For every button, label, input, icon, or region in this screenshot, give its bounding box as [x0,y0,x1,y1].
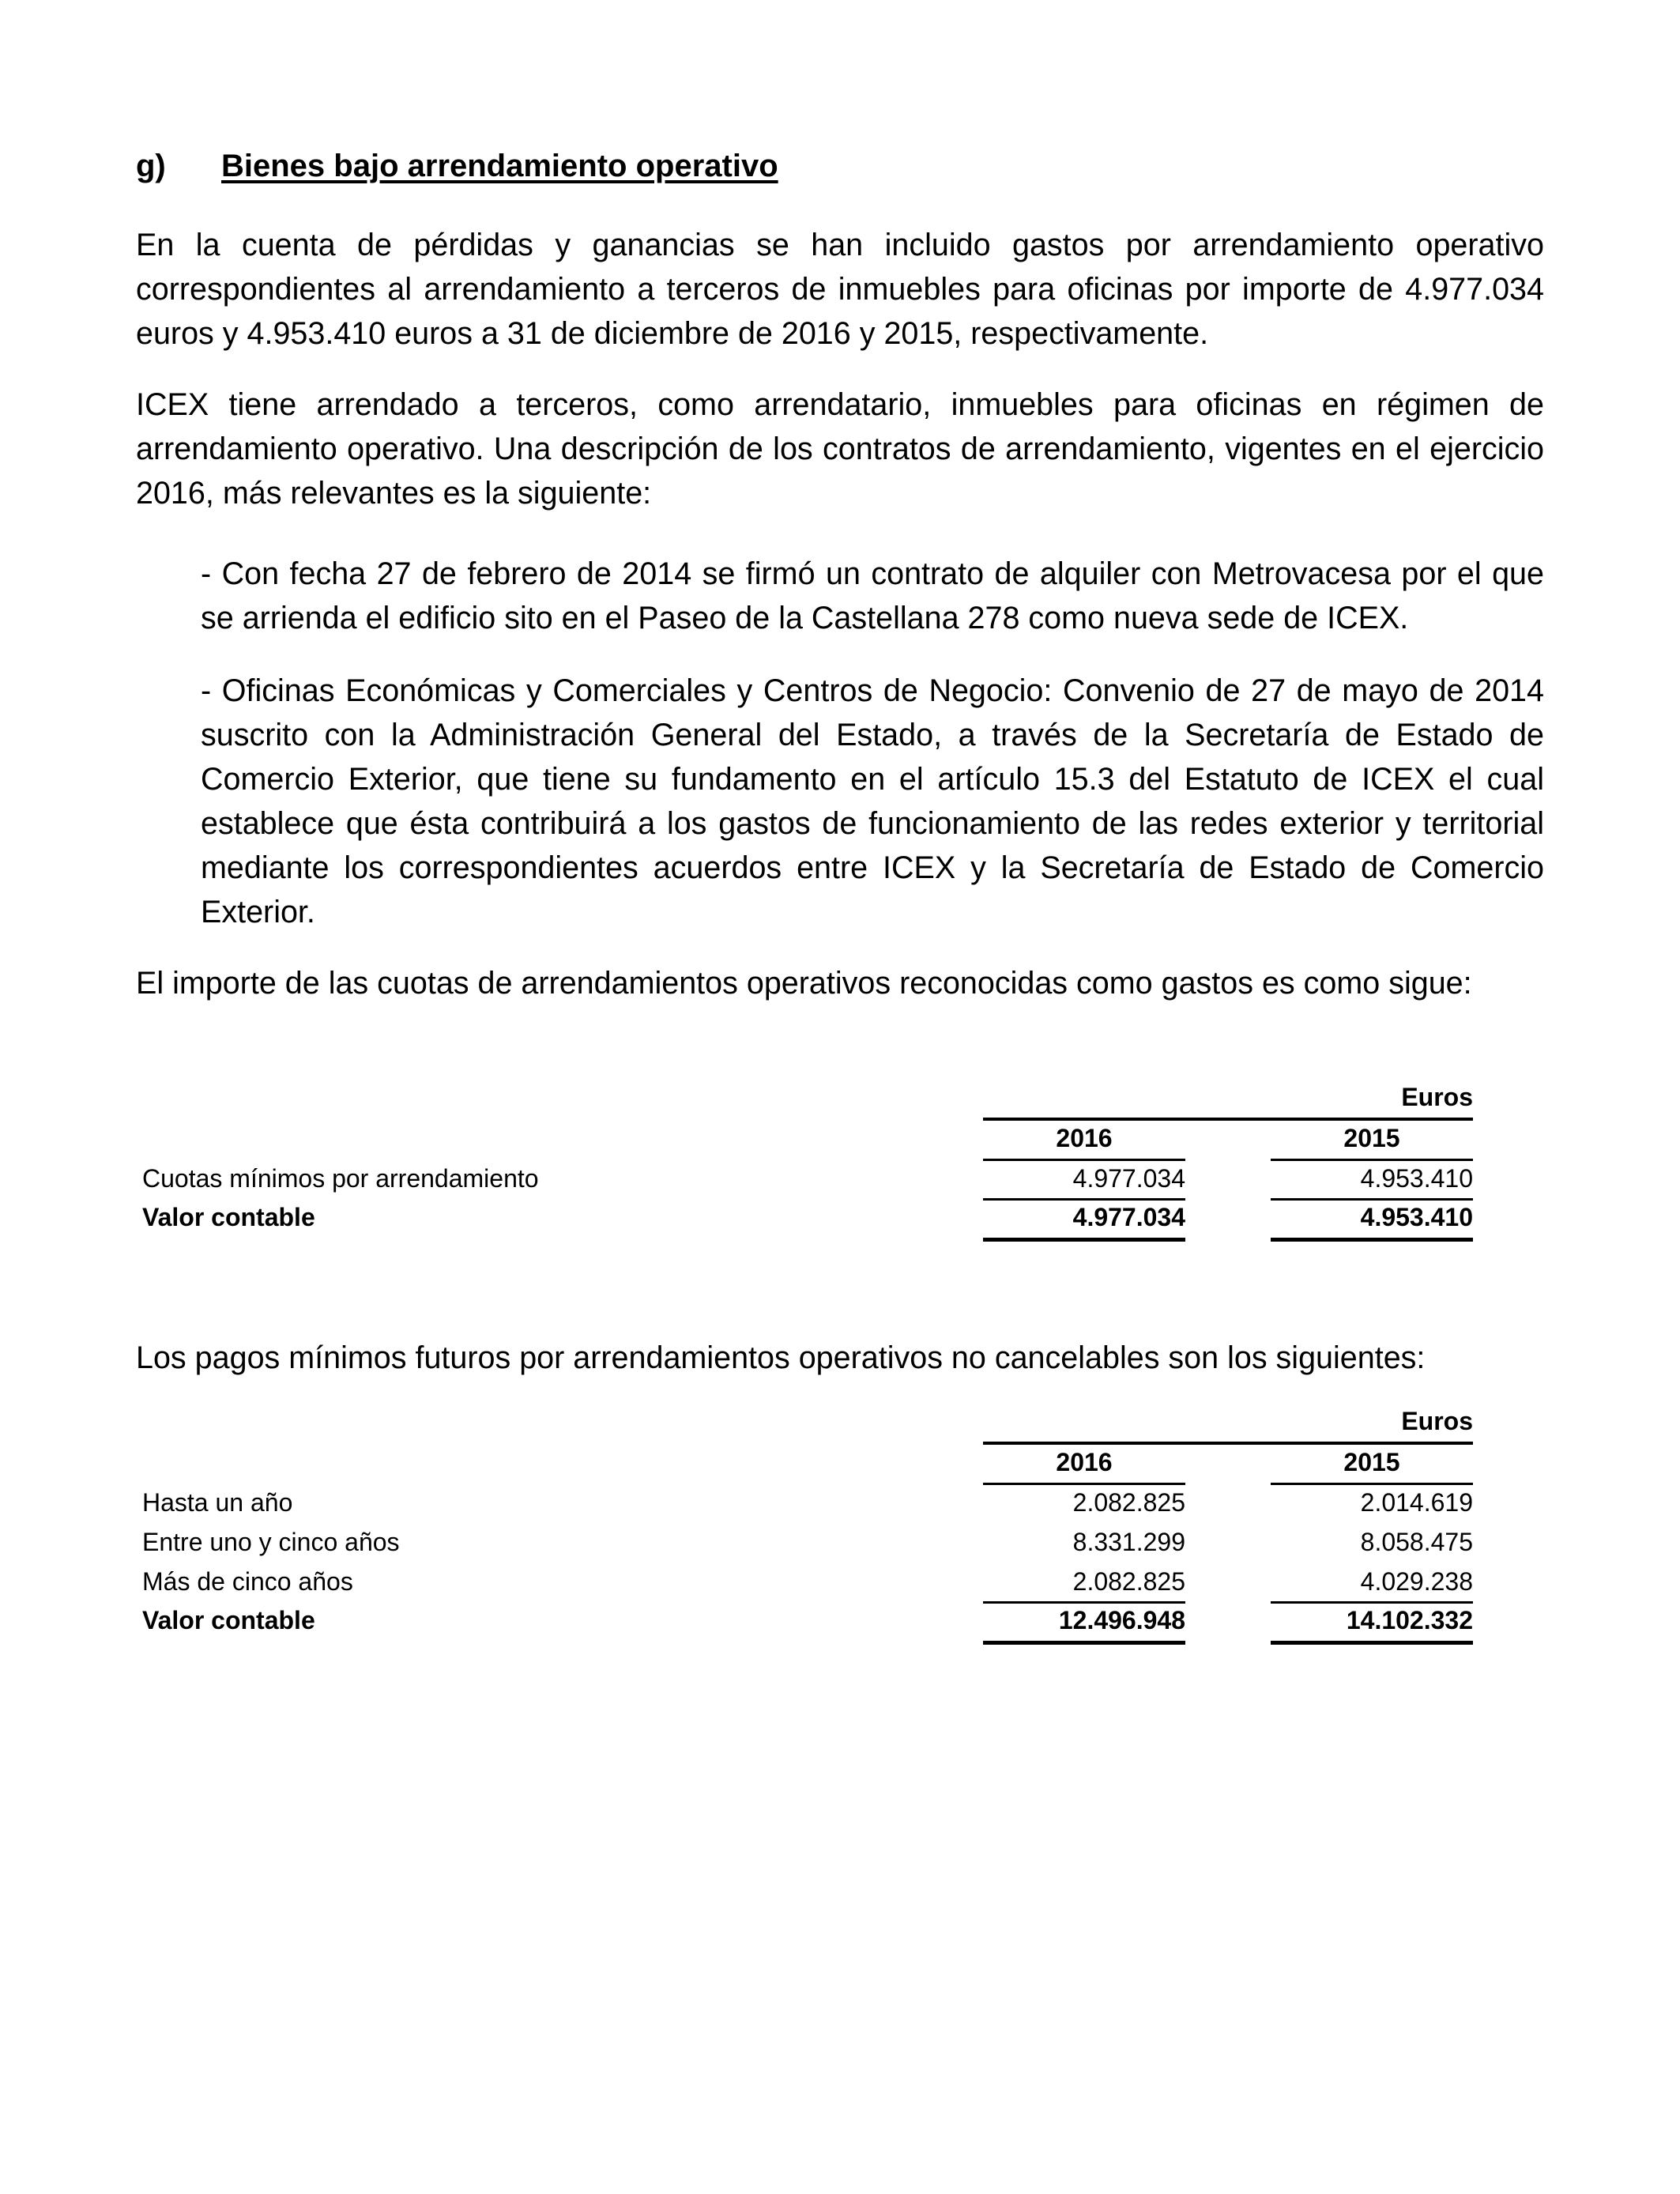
header-rule [983,1118,1473,1121]
subtotal-rule-2016 [983,1601,1185,1604]
column-rule-2015 [1271,1483,1473,1485]
paragraph-cuotas: El importe de las cuotas de arrendamientos operativos reconocidas como gastos es como sigue: [136,966,1472,1001]
total-2016: 12.496.948 [1058,1606,1185,1634]
total-rule-2015 [1271,1641,1473,1645]
table-total-row [136,1203,1558,1242]
column-rule-2015 [1271,1159,1473,1161]
column-header-2016: 2016 [1056,1448,1113,1476]
header-rule [983,1442,1473,1445]
table-currency-label: Euros [1401,1407,1473,1435]
row-label: Hasta un año [142,1488,293,1517]
row-label: Cuotas mínimos por arrendamiento [142,1164,539,1193]
total-2015: 4.953.410 [1360,1203,1473,1231]
bullet-oficinas: - Oficinas Económicas y Comerciales y Centros de Negocio: Convenio de 27 de mayo de 2014 suscrito con la Administración General del Estado, a través de la Secretaría de Estado de Comercio Exterior, que tiene su fundamento en el artículo 15.3 del Estatuto de ICEX el cual establece que ésta contribuirá a los gastos de funcionamiento de las redes exterior y territorial mediante los correspondientes acuerdos entre ICEX y la Secretaría de Estado de Comercio Exterior. [201,673,1544,929]
section-title: Bienes bajo arrendamiento operativo [221,149,778,183]
table-currency-label: Euros [1401,1083,1473,1111]
table-header-row [136,1448,1558,1487]
total-rule-2016 [983,1641,1185,1645]
column-header-2015: 2015 [1343,1448,1400,1476]
column-header-2016: 2016 [1056,1124,1113,1152]
table-row [136,1528,1558,1567]
table-row [136,1488,1558,1528]
value-2015: 8.058.475 [1360,1528,1473,1556]
value-2016: 8.331.299 [1072,1528,1185,1556]
value-2016: 2.082.825 [1072,1567,1185,1596]
value-2015: 4.029.238 [1360,1567,1473,1596]
paragraph-leases: ICEX tiene arrendado a terceros, como arrendatario, inmuebles para oficinas en régimen de arrendamiento operativo. Una descripción de los contratos de arrendamiento, vigentes en el ejercicio 2016, más relevantes es la siguiente: [136,387,1544,511]
total-label: Valor contable [142,1203,315,1231]
subtotal-rule-2015 [1271,1198,1473,1201]
section-letter: g) [136,149,166,183]
subtotal-rule-2015 [1271,1601,1473,1604]
table-total-row [136,1606,1558,1646]
row-label: Entre uno y cinco años [142,1528,400,1556]
paragraph-expenses: En la cuenta de pérdidas y ganancias se han incluido gastos por arrendamiento operativo correspondientes al arrendamiento a terceros de inmuebles para oficinas por importe de 4.977.034 euros y 4.953.410 euros a 31 de diciembre de 2016 y 2015, respectivamente. [136,228,1544,351]
column-header-2015: 2015 [1343,1124,1400,1152]
table-header-row [136,1124,1558,1163]
subtotal-rule-2016 [983,1198,1185,1201]
column-rule-2016 [983,1483,1185,1485]
row-label: Más de cinco años [142,1567,353,1596]
value-2016: 4.977.034 [1072,1164,1185,1193]
paragraph-pagos: Los pagos mínimos futuros por arrendamientos operativos no cancelables son los siguientes: [136,1340,1426,1375]
total-rule-2016 [983,1238,1185,1242]
value-2015: 2.014.619 [1360,1488,1473,1517]
section-heading [136,149,778,184]
total-2016: 4.977.034 [1072,1203,1185,1231]
total-label: Valor contable [142,1606,315,1634]
column-rule-2016 [983,1159,1185,1161]
total-2015: 14.102.332 [1346,1606,1473,1634]
value-2015: 4.953.410 [1360,1164,1473,1193]
value-2016: 2.082.825 [1072,1488,1185,1517]
bullet-metrovacesa: - Con fecha 27 de febrero de 2014 se firmó un contrato de alquiler con Metrovacesa por el que se arrienda el edificio sito en el Paseo de la Castellana 278 como nueva sede de ICEX. [201,556,1544,635]
total-rule-2015 [1271,1238,1473,1242]
